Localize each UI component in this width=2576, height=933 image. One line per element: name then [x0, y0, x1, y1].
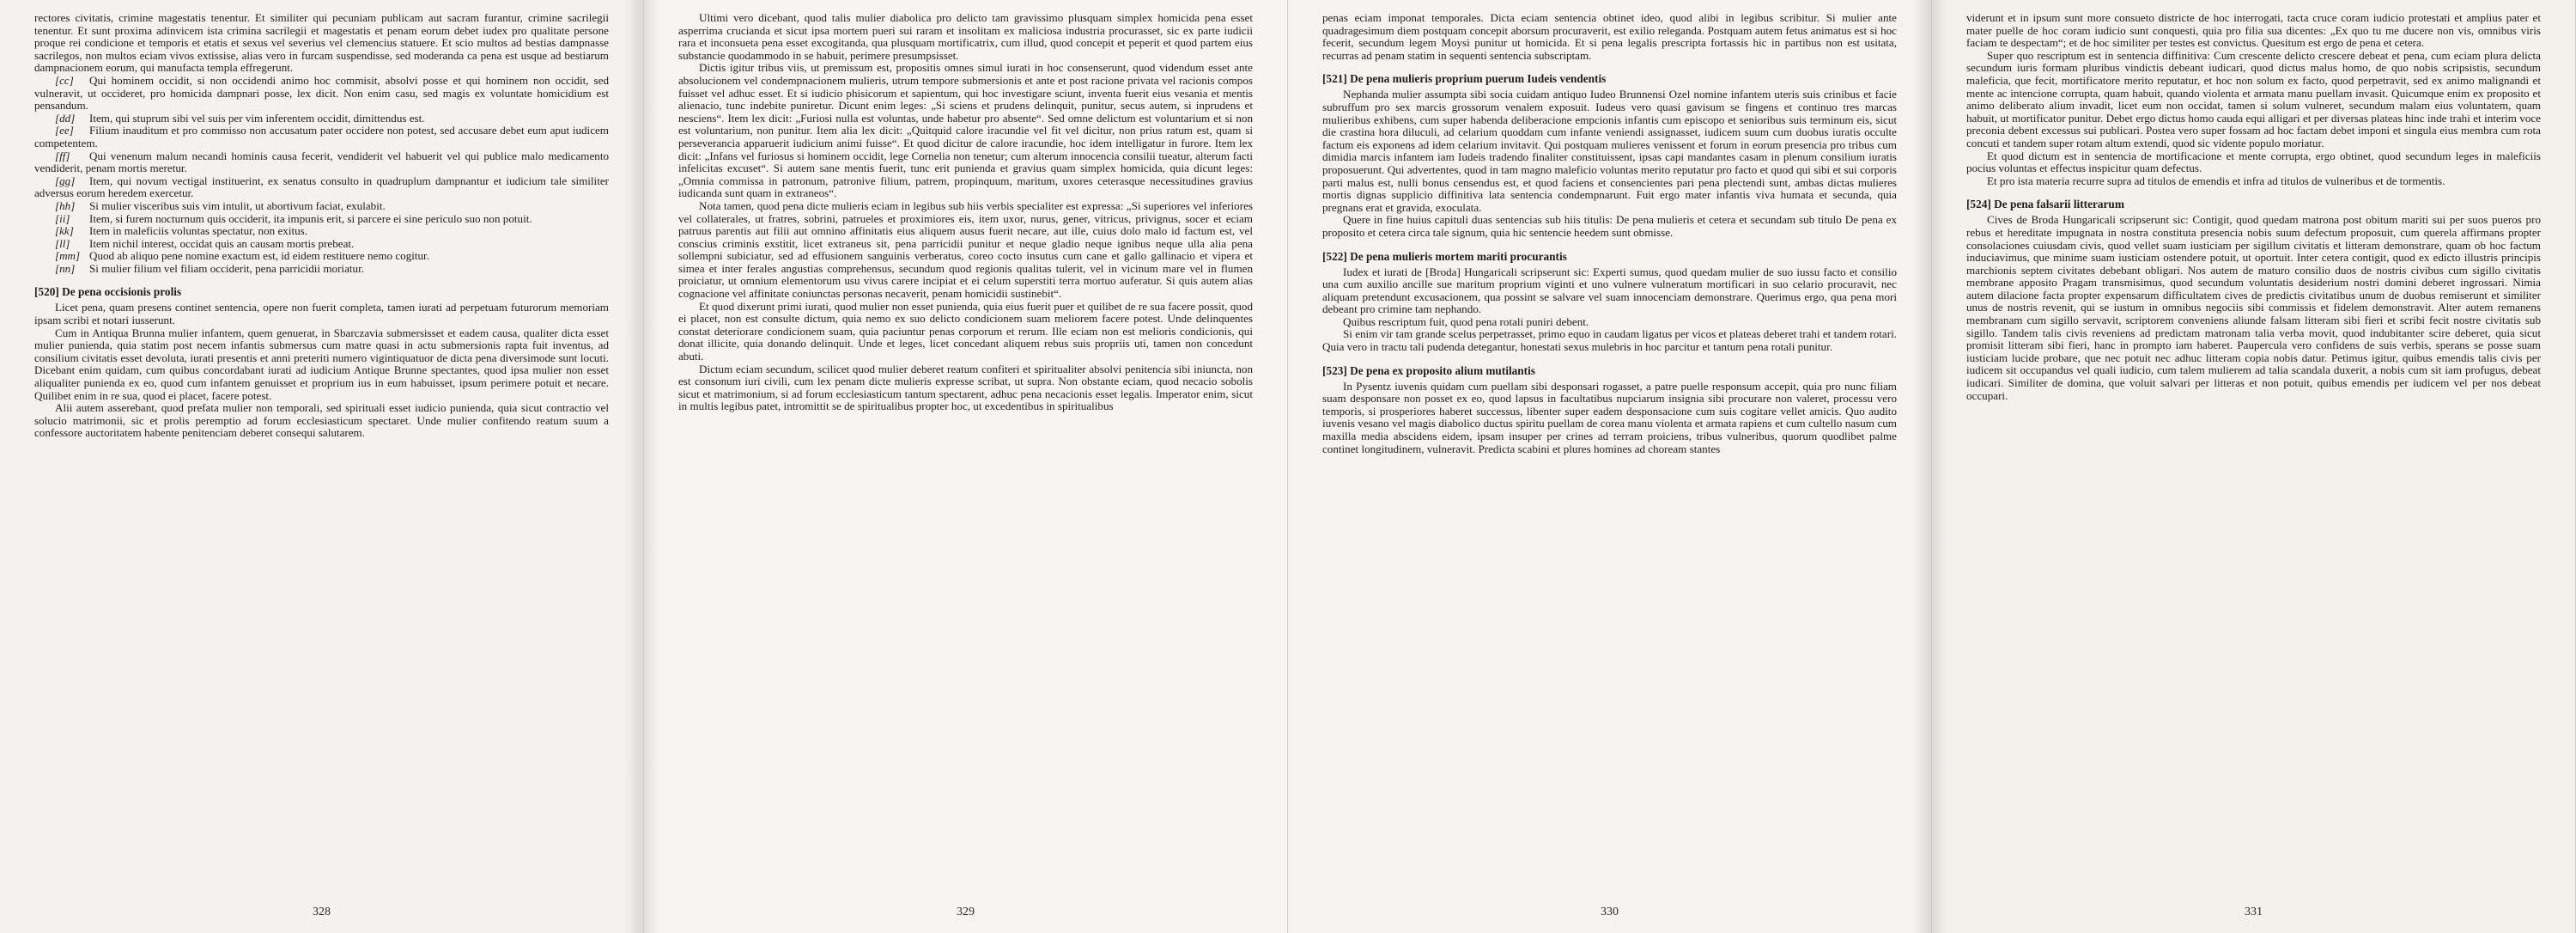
clause-text: Qui venenum malum necandi hominis causa fecerit, vendiderit vel habuerit vel qui publice malo medicamento vendiderit, penam mortis meretur. — [34, 149, 609, 175]
clause-marker: [mm] — [55, 249, 81, 263]
numbered-clause — [34, 238, 609, 251]
paragraph: Alii autem asserebant, quod prefata mulier non temporali, sed spirituali esset iudicio punienda, quia sicut contractio vel solucio matrimonii, sic et prolis peremptio ad forum ecclesiasticum spectaret. Unde mulier confitendo reatum suum a confessore auctoritatem habente penitenciam deberet consequi salutarem. — [34, 401, 609, 440]
clause-marker: [ee] — [55, 124, 74, 137]
paragraph: Et quod dictum est in sentencia de mortificacione et mente corrupta, ergo obtinet, quod secundum leges in maleficiis pocius voluntas et effectus inspicitur quam defectus. — [1966, 149, 2541, 175]
paragraph: Si enim vir tam grande scelus perpetrasset, primo equo in caudam ligatus per vicos et plateas deberet trahi et tandem rotari. Quia vero in tractu tali pudenda detegantur, honestati sexus mulebris in hoc parcitur et tantum pena rotali punitur. — [1322, 327, 1898, 354]
numbered-clause — [34, 225, 609, 238]
page-text — [678, 12, 1253, 413]
section-heading: [522] De pena mulieris mortem mariti procurantis — [1322, 249, 1567, 263]
numbered-clause — [34, 125, 609, 149]
page-number: 328 — [313, 906, 331, 918]
paragraph: Nephanda mulier assumpta sibi socia cuidam antiquo Iudeo Brunnensi Ozel nomine infantem uteris suis crinibus et facie subruffum pro sex marcis grossorum venalem exposuit. Iudeus vero quasi gavisum se fingens et continuo tres marcas mulieribus exhibens, cum super habenda deliberacione empcionis infantis cum episcopo et senioribus suis terminum eis, sicut die crastina hora diluculi, ad celarium quoddam cum infante veniendi assignasset, iudicem suum cum duobus iuratis occulte factum eis exponens ad idem celarium invitavit. Qui postquam mulieres venissent et forum in eorum presencia pro tribus cum dimidia marcis infantem iam Iudeis tradendo finaliter constituissent, ipsas capi mandantes casam in plenum consilium iuratis proposuerunt. Qui advertentes, quod in tam magno maleficio voluntas merito reputatur pro facto et quod qui sibi et sui corporis parti malus est, nulli bonus censendus est, et quod faciens et consencientes pari pena plectendi sunt, ambas dictas mulieres mortis dignas supplicio diffinitiva lata sentencia condempnarunt. Fuit ergo mater infantis viva humata et secunda, quia pregnans erat et gravida, exoculata. — [1322, 88, 1897, 214]
clause-marker: [hh] — [55, 198, 76, 212]
clause-marker: [dd] — [55, 111, 76, 125]
numbered-clause — [34, 263, 609, 276]
paragraph: Super quo rescriptum est in sentencia diffinitiva: Cum crescente delicto crescere debeat et pena, cum eciam plura delicta secundum iuris formam pluribus vindictis debeant iudicari, quod dictus malus homo, de quo nobis scripsistis, secundum maleficia, que fecit, mortificatore merito reputatur, et hoc non solum ex facto, quod perpetravit, sed ex animo malignandi et mente ac intencione corrupta, quam habuit, quando violenta et armata manu puellam invasit. Quicumque enim ex proposito et animo deliberato alium invadit, licet eum non occidat, tamen si solum vulneret, secundum malam eius voluntatem, quam habuit, ut mortificator punitur. Debet ergo dictus homo cauda equi alligari et per diversas plateas hinc inde trahi et interim voce preconia debent excessus sui publicari. Postea vero super fossam ad hoc factam debet imponi et singula eius membra cum rota concuti et tandem super rotam altum extendi, quod sic vidente populo moriatur. — [1966, 48, 2541, 149]
clause-marker: [ff] — [55, 149, 70, 162]
paragraph: Ultimi vero dicebant, quod talis mulier diabolica pro delicto tam gravissimo plusquam simplex homicida pena esset asperrima cruciandа et sicut ipsa mortem pueri sui raram et insolitam ex maliciosa industria procurasset, sic ex parte iudicii rara et inconsueta pena esset excogitanda, qua plusquam mortificatrix, cum illud, quod concepit et peperit et quod partem eius substancie quodammodo in se habuit, perimere presumpsisset. — [678, 11, 1253, 62]
page-number: 330 — [1601, 906, 1619, 918]
numbered-clause — [34, 75, 609, 113]
paragraph: Dictis igitur tribus viis, ut premissum est, propositis omnes simul iurati in hoc consenserunt, quod videndum esset ante absolucionem vel condempnacionem mulieris, utrum tempore submersionis et ante et post racione privata vel racionis compos fuisset vel adhuc esset. Et si iudicio phisicorum et sapientum, qui hoc investigare sciunt, inventa fuerit eius vesania et mentis alienacio, tunc indebite puniretur. Dicunt enim leges: „Si sciens et prudens delinquit, punitur, secus autem, si inprudens et nesciens“. Item lex dicit: „Furiosi nulla est voluntas, unde habetur pro absente“. Sed omne delictum est voluntarium et si non est voluntarium, non punitur. Item alia lex dicit: „Quitquid calore iracundie vel fit vel dicitur, non prius ratum est, quam si perseverancia apparuerit iudicium animi fuisse“. Et quod dicitur de calore iracundie, hoc idem intelligatur in furore. Item lex dicit: „Infans vel furiosus si hominem occidit, lege Cornelia non tenetur; cum alterum innocencia consilii tueatur, alterum facti infelicitas excuset“. Si autem sane mentis fuerit, tunc erit punienda et gravius quam simplex homicida, quia dicunt leges: „Omnia commissa in patronum, patronive filium, patrem, propinquum, maritum, uxores ceterasque necessitudines gravius iudicanda sunt quam in extraneos“. — [678, 61, 1253, 200]
clause-text: Item, si furem nocturnum quis occiderit, ita impunis erit, si parcere ei sine periculo suo non potuit. — [89, 211, 532, 225]
paragraph: Dictum eciam secundum, scilicet quod mulier deberet reatum confiteri et spiritualiter absolvi penitencia sibi iniuncta, non est consonum iuri civili, cum lex penam dicte mulieris expresse scribat, ut supra. Non obstante eciam, quod necacio sobolis sicut et matrimonium, si ad forum ecclesiasticum tantum spectarent, adhuc pena necacionis esset legalis. Imperator enim, sicut in multis legibus patet, intromittit se de spiritualibus propter hoc, ut excedentibus in spiritualibus — [678, 362, 1253, 413]
numbered-clause — [34, 113, 609, 125]
clause-text: Qui hominem occidit, si non occidendi animo hoc commisit, absolvi posse et qui hominem non occidit, sed vulneravit, ut occideret, pro homicida dampnari posse, lex dicit. Non enim casu, sed magis ex voluntate homicidium est pensandum. — [34, 73, 609, 113]
paragraph: Et quod dixerunt primi iurati, quod mulier non esset punienda, quia eius fuerit puer et quilibet de re sua facere possit, quod ei placet, non est consulte dictum, quia nemo ex suo delicto condicionem suam meliorem facere potest. Unde delinquentes constat deteriorare condicionem suam, quia paciuntur penas corporum et rerum. Ille eciam non est melioris condicionis, qui donat illicite, quia donando delinquit. Unde et leges, licet concedant aliquem rebus suis propriis uti, tamen non concedunt abuti. — [678, 299, 1253, 363]
continued-paragraph: viderunt et in ipsum sunt more consueto districte de hoc interrogati, tacta cruce coram iudicio protestati et amplius pater et mater puelle de hoc coram iudicio sunt conquesti, quia pro filia sua dicentes: „Ex quo tu me ducere non vis, omnibus viris faciam te despectam“; et de hoc similiter per testes est convictus. Quesitum est ergo de pena et cetera. — [1966, 11, 2541, 50]
clause-text: Si mulier filium vel filiam occiderit, pena parricidii moriatur. — [89, 261, 364, 275]
paragraph: Cives de Broda Hungaricali scripserunt sic: Contigit, quod quedam matrona post obitum mariti sui per suos pueros pro rebus et hereditate impugnata in nostra constituta presencia nobis suum defectum proposuit, cum querela affirmans propter consolaciones cuiusdam civis, quod vellet suam iusticiam per sigillum civitatis et litteram demonstrare, quam ob hoc factum induciavimus, que minime suam iusticiam ostendere potuit, ut oportuit. Inter cetera contigit, quod ex edicto illustris principis marchionis septem civitates debebant obligari. Nos autem de maturo consilio duos de nostris civibus cum sigillo civitatis membrane apposito Pragam transmisimus, quod secundum voluntatis desiderium nostri domini deberet ingrossari. Nimia autem dilacione facta propter expensarum difficultatem cives de predictis civitatibus unum de duobus remiserunt et similiter unus de nostris revenit, qui se iustum in omnibus negociis sibi commissis et fidelem demonstravit. Alter autem remanens membranam cum sigillo servavit, scriptorem conveniens aliunde falsam litteram sibi fieri et scribi fecit nostre civitatis sub sigillo. Tandem talis civis reveniens ad predictam matronam talia verba movit, quod indubitanter scire deberet, quia sicut promisit litteram sibi fieri, hanc in prompto iam haberet. Paupercula vero confidens de suis verbis, sperans se posse suam iusticiam lucide probare, que nec potuit nec adhuc litteram copia nobis datur. Petimus igitur, quibus emendis talis civis per iudicem sit occupandus vel quali iudicio, cum talem mulierem ad talia scandala duxerit, a nobis cum sit iam profugus, debeat iudicari. Similiter de domina, que voluit salvari per litteras et non potuit, quibus emendis per iudicem vel per nos debeat occupari. — [1966, 213, 2541, 402]
page-329 — [644, 0, 1288, 933]
page-text — [1322, 12, 1897, 455]
clause-text: Item, qui stuprum sibi vel suis per vim inferentem occidit, dimittendus est. — [89, 111, 425, 125]
numbered-clause — [34, 200, 609, 213]
clause-text: Item, qui novum vectigal instituerint, ex senatus consulto in quadruplum dampnantur et iudicium tale similiter adversus eorum heredem exercetur. — [34, 174, 609, 200]
clause-marker: [ii] — [55, 211, 70, 225]
page-331 — [1932, 0, 2576, 933]
numbered-clause — [34, 213, 609, 226]
paragraph: Licet pena, quam presens continet sentencia, opere non fuerit completa, tamen iurati ad perpetuam futurorum memoriam ipsam scribi et notari iusserunt. — [34, 301, 609, 327]
clause-text: Filium inauditum et pro commisso non accusatum pater occidere non potest, sed accusare debet eum aput iudicem competentem. — [34, 124, 609, 149]
paragraph: Quere in fine huius capituli duas sentencias sub hiis titulis: De pena mulieris et cetera et secundam sub titulo De pena ex proposito et cetera circa tale signum, quia hic sentencie heedem sunt obmisse. — [1322, 213, 1897, 239]
section-heading: [520] De pena occisionis prolis — [34, 285, 182, 299]
page-text — [1966, 12, 2541, 402]
numbered-clause — [34, 150, 609, 175]
clause-text: Si mulier visceribus suis vim intulit, ut abortivum faciat, exulabit. — [89, 198, 386, 212]
clause-text: Item in maleficiis voluntas spectatur, non exitus. — [89, 224, 308, 238]
clause-marker: [ll] — [55, 236, 70, 250]
clause-marker: [kk] — [55, 224, 74, 238]
numbered-clause — [34, 250, 609, 263]
paragraph: Et pro ista materia recurre supra ad titulos de emendis et infra ad titulos de vulneribus et de tormentis. — [1987, 174, 2445, 187]
paragraph: Cum in Antiqua Brunna mulier infantem, quem genuerat, in Sbarczavia submersisset et eadem causa, qualiter dicta esset mulier punienda, quia statim post necem infantis submersus cum matre quasi in actu submersionis rapta fuit inventus, ad consilium civitatis esset devoluta, iurati presentis et anni preteriti numero vigintiquatuor de dicta pena diversimode sunt locuti. Dicebant enim quidam, cum quibus concordabant iurati ad iudicium Antique Brunne spectantes, quod ipsa mulier non esset aliqualiter punienda ex eo, quod cum infantem genuisset et proprium ius in eum habuisset, ipsum perimere potuit et necare. Quilibet enim in re sua, quod ei placet, facere potest. — [34, 326, 609, 402]
section-heading: [521] De pena mulieris proprium puerum Iudeis vendentis — [1322, 72, 1607, 86]
clause-marker: [gg] — [55, 174, 76, 187]
page-number: 331 — [2245, 906, 2263, 918]
page-text — [34, 12, 609, 440]
clause-text: Quod ab aliquo pene nomine exactum est, id eidem restituere nemo cogitur. — [89, 249, 429, 263]
clause-text: Item nichil interest, occidat quis an causam mortis prebeat. — [89, 236, 355, 250]
paragraph: Iudex et iurati de [Broda] Hungaricali scripserunt sic: Experti sumus, quod quedam mulier de suo iussu facto et consilio una cum auxilio ancille sue maritum proprium viginti et uno vulnere vulneratum mortificari in suo celario procuravit, nec aliquam pretendunt excusacionem, qua possint se salvare vel suam innocenciam demonstrare. Querimus ergo, qua pena mori debeant pro crimine tam nephando. — [1322, 265, 1897, 316]
page-328 — [0, 0, 644, 933]
paragraph: Nota tamen, quod pena dicte mulieris eciam in legibus sub hiis verbis specialiter est expressa: „Si superiores vel inferiores vel collaterales, ut fratres, sobrini, patrueles et proximiores eis, item uxor, nurus, gener, vitricus, privignus, socer et eciam patruus parentis aut filii aut omnino affinitatis eius aliquem ausus fuerit necare, aut ille, cuius dolo malo id factum est, vel conscius criminis exstitit, licet extraneus sit, pena parricidii punitur et neque gladio neque ignibus neque ulla alia pena sollempni subiciatur, sed ad effusionem sanguinis verberatus, coreo cocto insutus cum cane et gallo gallinacio et vipera et simea et inter ferales angustias comprehensus, secundum quod regionis qualitas tulerit, vel in vicinum mare vel in flumen proiciatur, ut omnium elementorum usu vivus carere incipiat et ei celum superstiti terra mortuo auferatur. Si quis autem alias cognacione vel affinitate coniunctas personas necaverit, penam homicidii sustinebit“. — [678, 198, 1253, 301]
clause-marker: [nn] — [55, 261, 76, 275]
paragraph: In Pysentz iuvenis quidam cum puellam sibi desponsari rogasset, a patre puelle responsum accepit, quia pro nunc filiam suam desponsare non posset ex eo, quod lapsus in facultatibus nupciarum insignia sibi procurare non valeret, processu vero temporis, si prosperiores haberet successus, libenter super eadem desponsacione cum suis cogitare vellet amicis. Quo audito iuvenis vesano vel magis diabolico ductus spiritu puellam de corea manu violenta et armata rapiens et cum cultello nasum cum maxilla media abscidens eidem, ipsam insuper per crines ad terram proiciens, tribus vulneribus, quorum quodlibet palme continet longitudinem, vulneravit. Predicta scabini et plures homines ad choream stantes — [1322, 379, 1897, 455]
numbered-clause — [34, 175, 609, 200]
paragraph: Quibus rescriptum fuit, quod pena rotali puniri debent. — [1343, 314, 1589, 328]
page-number: 329 — [957, 906, 975, 918]
continued-paragraph: penas eciam imponat temporales. Dicta eciam sentencia obtinet ideo, quod alibi in legibus scribitur. Si mulier ante quadragesimum diem postquam concepit aborsum procuraverit, est exilio releganda. Postquam autem fetus animatus est si hoc fecerit, secundum legem Moysi punitur ut homicida. Et si pena legalis prescripta fortassis hic in partibus non est usitata, recurras ad penam statim in sequenti sentencia subscriptam. — [1322, 11, 1897, 62]
section-heading: [523] De pena ex proposito alium mutilantis — [1322, 363, 1535, 377]
section-heading: [524] De pena falsarii litterarum — [1966, 198, 2124, 211]
clause-marker: [cc] — [55, 73, 74, 87]
page-330 — [1288, 0, 1932, 933]
continued-paragraph: rectores civitatis, crimine magestatis tenentur. Et similiter qui pecuniam publicam aut sacram furantur, crimine sacrilegii tenentur. Et sunt proxima adinvicem ista crimina sacrilegii et magestatis et penam eorum debet iudex pro qualitate persone proque rei condicione et temporis et etatis et sexus vel severius vel clemencius statuere. Et scio multos ad bestias dampnasse sacrilegos, non multos eciam vivos extissise, alias vero in furcam suspendisse, sed moderanda ca pena est usque ad bestiarum dampnacionem eorum, qui manufacta templa effregerunt. — [34, 11, 609, 75]
